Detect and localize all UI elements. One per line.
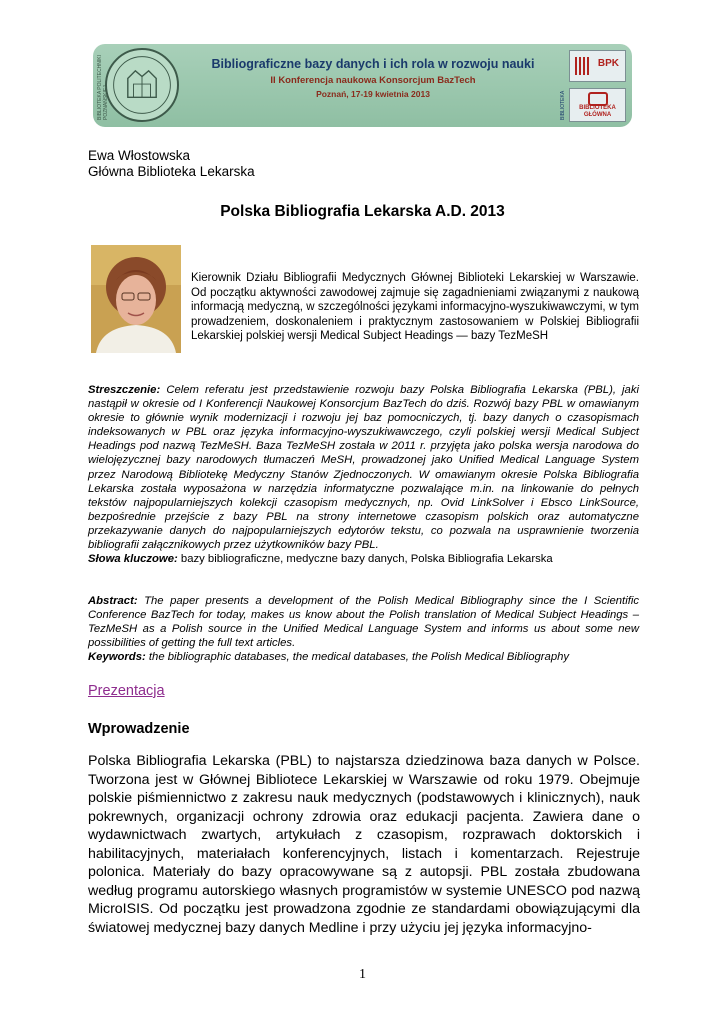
author-photo xyxy=(91,245,181,353)
keywords-en-text: the bibliographic databases, the medical databases, the Polish Medical Bibliography xyxy=(148,651,570,664)
abstract-en-text: The paper presents a development of the Polish Medical Bibliography since the I Scientific Conference BazTech for today, makes us know about the Polish translation of Medical Subject Headings – TezMeSH as a Polish source in the Unified Medical Language System and informs us about some new possibilities of getting the full text articles. xyxy=(88,595,640,650)
book-icon xyxy=(588,92,608,106)
banner-title: Bibliograficzne bazy danych i ich rola w rozwoju nauki xyxy=(211,57,535,71)
bpk-logo-text: BPK xyxy=(597,58,619,69)
abstract-english xyxy=(88,594,639,664)
banner-subtitle: II Konferencja naukowa Konsorcjum BazTech xyxy=(270,75,476,86)
author-bio: Kierownik Działu Bibliografii Medycznych Głównej Biblioteki Lekarskiej w Warszawie. Od początku aktywności zawodowej zajmuje się zagadnieniami związanymi z naukową informacją medyczną, w szczególności językami informacyjno-wyszukiwawczymi, w tym prowadzeniem, doskonaleniem i praktycznym zastosowaniem w Polskiej Bibliografii Lekarskiej polskiej wersji Medical Subject Headings — bazy TezMeSH xyxy=(191,272,639,342)
abstract-pl-text: Celem referatu jest przedstawienie rozwoju bazy Polska Bibliografia Lekarska (PBL), jaki nastąpił w okresie od I Konferencji Naukowej Konsorcjum BazTech do dziś. Rozwój bazy PBL w omawianym okresie to głównie wynik modernizacji i rozwoju jej baz pomocniczych, tj. bazy danych o czasopismach indeksowanych w PBL oraz języka informacyjno-wyszukiwawczego, czyli polskiej wersji Medical Subject Headings pod nazwą TezMeSH. Baza TezMeSH została w 2011 r. przyjęta jako polska wersja narodowa do wielojęzycznej bazy narodowych tłumaczeń MeSH, prowadzonej jako Unified Medical Language System przez Narodową Bibliotekę Medyczny Stanów Zjednoczonych. W omawianym okresie Polska Bibliografia Lekarska została wyposażona w narzędzia informatyczne pozwalające m.in. na linkowanie do pełnych tekstów najpopularniejszych kolekcji czasopism medycznych, np. Ovid LinkSolver i Ebsco LinkSource, bezpośrednie przejście z bazy PBL na strony internetowe czasopism polskich oraz automatyczne przekazywanie danych do najpopularniejszych edytorów tekstu, co pozwala na usprawnienie tworzenia bibliografii załącznikowych przez użytkowników bazy PBL. xyxy=(88,384,640,552)
author-block xyxy=(88,148,255,180)
bpk-logo xyxy=(569,50,626,82)
author-name: Ewa Włostowska xyxy=(88,148,191,163)
keywords-en xyxy=(88,651,569,663)
author-affiliation: Główna Biblioteka Lekarska xyxy=(88,164,255,179)
biblioteka-glowna-text: BIBLIOTEKA GŁÓWNA xyxy=(579,105,616,118)
banner-date: Poznań, 17-19 kwietnia 2013 xyxy=(316,89,430,99)
section-heading: Wprowadzenie xyxy=(88,721,190,737)
keywords-pl xyxy=(88,553,553,565)
university-seal-icon xyxy=(105,48,179,122)
conference-banner xyxy=(93,44,632,127)
intro-paragraph: Polska Bibliografia Lekarska (PBL) to najstarsza dziedzinowa baza danych w Polsce. Tworzona jest w Głównej Bibliotece Lekarskiej w Warszawie od roku 1979. Obejmuje polskie piśmiennictwo z zakresu nauk medycznych (podstawowych i klinicznych), nauk pokrewnych, organizacji ochrony zdrowia oraz edukacji pacjenta. Zawiera dane o wydawnictwach zwartych, artykułach z czasopism, rozprawach doktorskich i habilitacyjnych, materiałach konferencyjnych, listach i komentarzach. Rejestruje polonica. Materiały do bazy opracowywane są z autopsji. PBL została zbudowana według programu autorskiego własnych programistów w systemie UNESCO pod nazwą MicroISIS. Od początku jest prowadzona zgodnie ze standardami obowiązującymi dla światowej medycznej bazy danych Medline i przy użyciu jej języka informacyjno- xyxy=(88,753,640,936)
library-vertical-text: BIBLIOTEKA xyxy=(560,90,566,120)
abstract-en-label: Abstract: xyxy=(88,595,138,607)
page-number: 1 xyxy=(359,967,366,982)
presentation-link[interactable]: Prezentacja xyxy=(88,683,165,699)
keywords-pl-text: bazy bibliograficzne, medyczne bazy danych, Polska Bibliografia Lekarska xyxy=(180,553,553,566)
abstract-polish xyxy=(88,383,639,566)
abstract-pl-label: Streszczenie: xyxy=(88,384,161,396)
biblioteka-glowna-logo xyxy=(569,88,626,122)
seal-vertical-text: BIBLIOTEKA POLITECHNIKI POZNAŃSKIEJ xyxy=(97,54,109,120)
banner-text xyxy=(193,56,553,100)
page-title: Polska Bibliografia Lekarska A.D. 2013 xyxy=(220,203,505,220)
keywords-en-label: Keywords: xyxy=(88,651,146,664)
bpk-logo-icon xyxy=(575,57,589,75)
keywords-pl-label: Słowa kluczowe: xyxy=(88,553,178,566)
